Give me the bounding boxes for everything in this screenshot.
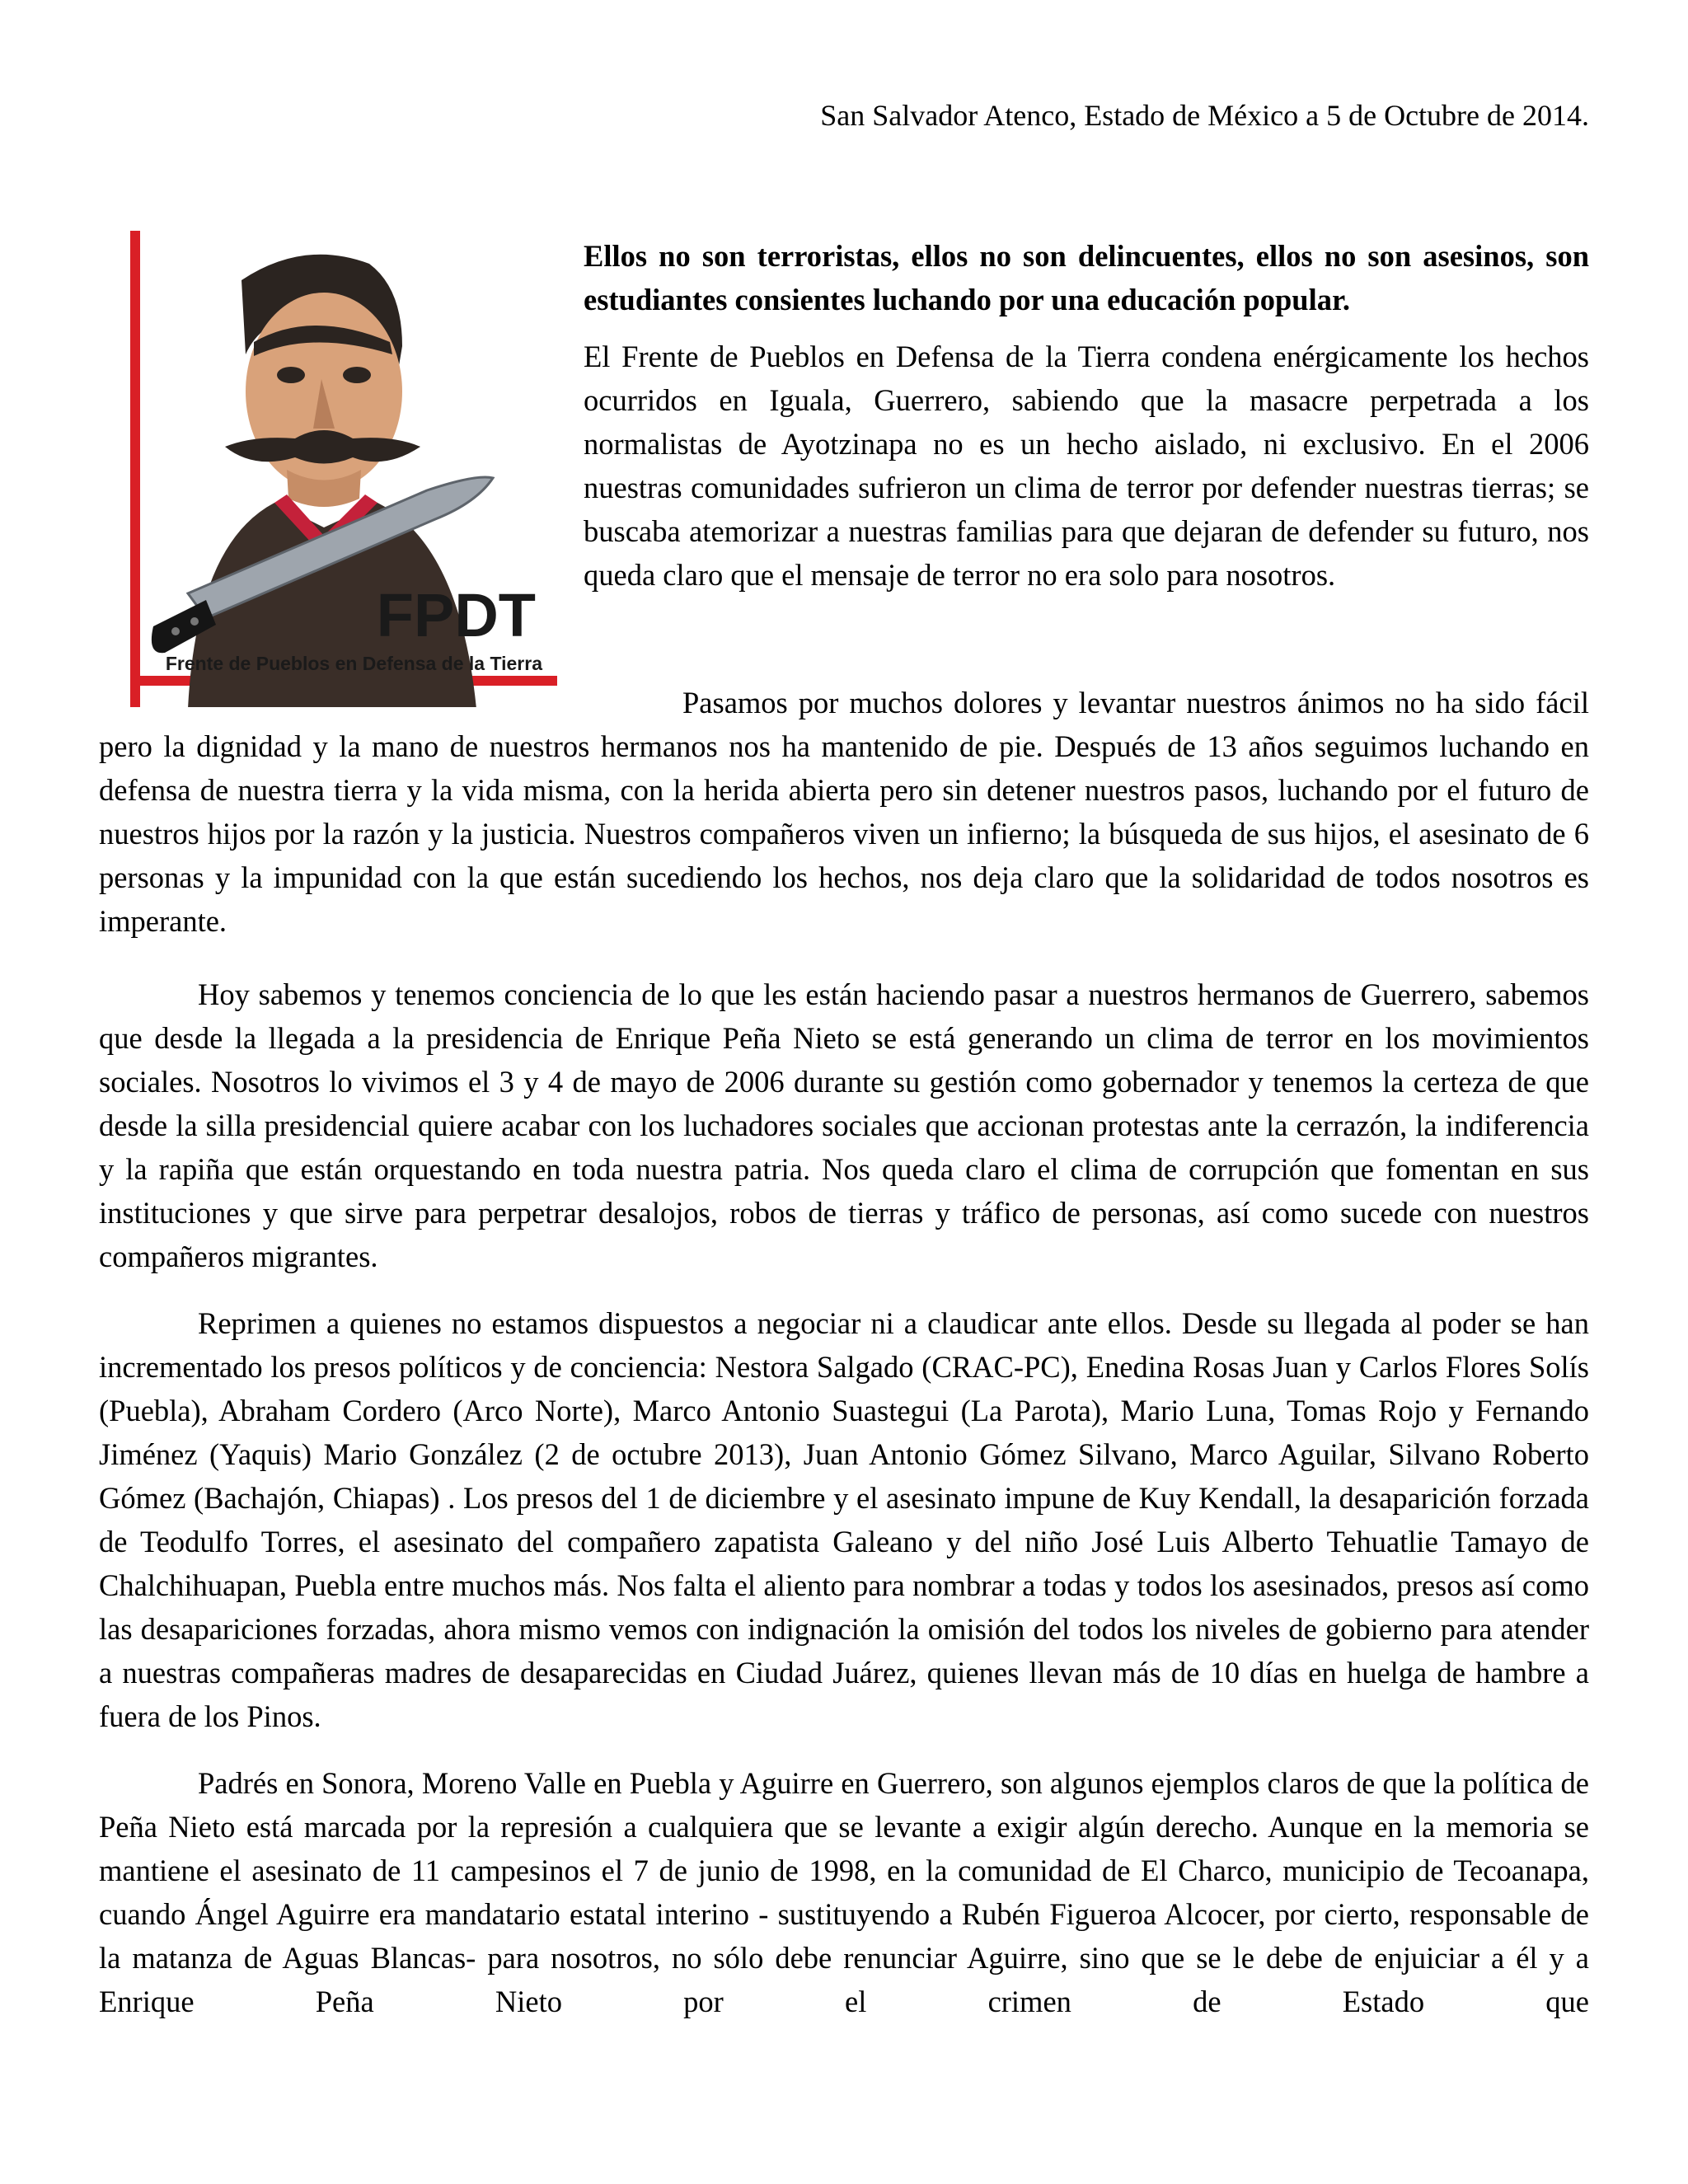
paragraph-4: Reprimen a quienes no estamos dispuestos a negociar ni a claudicar ante ellos. Desde su llegada al poder se han incrementado los presos políticos y de conciencia: Nestora Salgado (CRAC-PC), Enedina Rosas Juan y Carlos Flores Solís (Puebla), Abraham Cordero (Arco Norte), Marco Antonio Suastegui (La Parota), Mario Luna, Tomas Rojo y Fernando Jiménez (Yaquis) Mario González (2 de octubre 2013), Juan Antonio Gómez Silvano, Marco Aguilar, Silvano Roberto Gómez (Bachajón, Chiapas) . Los presos del 1 de diciembre y el asesinato impune de Kuy Kendall, la desaparición forzada de Teodulfo Torres, el asesinato del compañero zapatista Galeano y del niño José Luis Alberto Tehuatlie Tamayo de Chalchihuapan, Puebla entre muchos más. Nos falta el aliento para nombrar a todas y todos los asesinados, presos así como las desapariciones forzadas, ahora mismo vemos con indignación la omisión del todos los niveles de gobierno para atender a nuestras compañeras madres de desaparecidas en Ciudad Juárez, quienes llevan más de 10 días en huelga de hambre a fuera de los Pinos. <box>99 1306 1589 1733</box>
logo-frame-left <box>130 231 140 707</box>
paragraph-3: Hoy sabemos y tenemos conciencia de lo que les están haciendo pasar a nuestros hermanos de Guerrero, sabemos que desde la llegada a la presidencia de Enrique Peña Nieto se está generando un clima de terror en los movimientos sociales. Nosotros lo vivimos el 3 y 4 de mayo de 2006 durante su gestión como gobernador y tenemos la certeza de que desde la silla presidencial quiere acabar con los luchadores sociales que accionan protestas ante la cerrazón, la indiferencia y la rapiña que están orquestando en toda nuestra patria. Nos queda claro el clima de corrupción que fomentan en sus instituciones y que sirve para perpetrar desalojos, robos de tierras y tráfico de personas, así como sucede con nuestros compañeros migrantes. <box>99 977 1589 1273</box>
paragraph-5: Padrés en Sonora, Moreno Valle en Puebla y Aguirre en Guerrero, son algunos ejemplos claros de que la política de Peña Nieto está marcada por la represión a cualquiera que se levante a exigir algún derecho. Aunque en la memoria se mantiene el asesinato de 11 campesinos el 7 de junio de 1998, en la comunidad de El Charco, municipio de Tecoanapa, cuando Ángel Aguirre era mandatario estatal interino - sustituyendo a Rubén Figueroa Alcocer, por cierto, responsable de la matanza de Aguas Blancas- para nosotros, no sólo debe renunciar Aguirre, sino que se le debe de enjuiciar a él y a Enrique Peña Nieto por el crimen de Estado que <box>99 1766 1589 2018</box>
logo-full-name: Frente de Pueblos en Defensa de la Tierra <box>165 653 542 674</box>
logo-acronym: FPDT <box>376 581 536 649</box>
headline: Ellos no son terroristas, ellos no son delincuentes, ellos no son asesinos, son estudiantes consientes luchando por una educación popular. <box>584 239 1589 316</box>
paragraph-1: El Frente de Pueblos en Defensa de la Tierra condena enérgicamente los hechos ocurridos en Iguala, Guerrero, sabiendo que la masacre perpetrada a los normalistas de Ayotzinapa no es un hecho aislado, ni exclusivo. En el 2006 nuestras comunidades sufrieron un clima de terror por defender nuestras tierras; se buscaba atemorizar a nuestras familias para que dejaran de defender su futuro, nos queda claro que el mensaje de terror no era solo para nosotros. <box>584 340 1589 592</box>
dateline: San Salvador Atenco, Estado de México a 5 de Octubre de 2014. <box>820 99 1589 132</box>
paragraph-2-text: Pasamos por muchos dolores y levantar nuestros ánimos no ha sido fácil pero la dignidad y la mano de nuestros hermanos nos ha mantenido de pie. Después de 13 años seguimos luchando en defensa de nuestra tierra y la vida misma, con la herida abierta pero sin detener nuestros pasos, luchando por el futuro de nuestros hijos por la razón y la justicia. Nuestros compañeros viven un infierno; la búsqueda de sus hijos, el asesinato de 6 personas y la impunidad con la que están sucediendo los hechos, nos deja claro que la solidaridad de todos nosotros es imperante. <box>99 686 1589 938</box>
intro-column <box>584 234 1589 597</box>
paragraph-2 <box>99 681 1589 943</box>
body-text <box>99 972 1589 2046</box>
fpdt-logo <box>130 231 557 707</box>
document-page <box>99 0 1589 2184</box>
